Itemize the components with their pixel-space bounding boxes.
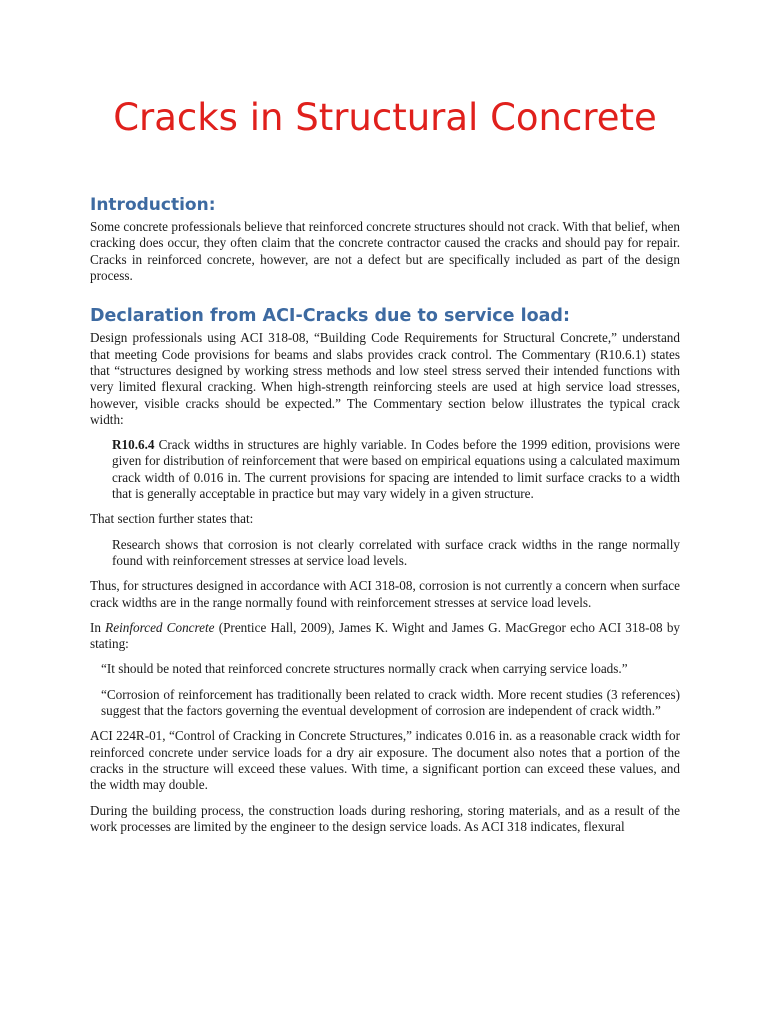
introduction-heading: Introduction:	[90, 195, 216, 216]
commentary-reference: R10.6.4	[112, 437, 155, 453]
declaration-paragraph-3: Thus, for structures designed in accordance with ACI 318-08, corrosion is not currently a concern when surface crack widths are in the range normally found with reinforcement stresses at service load levels.	[90, 578, 680, 610]
introduction-paragraph: Some concrete professionals believe that reinforced concrete structures should not crack. With that belief, when cracking does occur, they often claim that the concrete contractor caused the cracks and should pay for repair. Cracks in reinforced concrete, however, are not a defect but are specifically included as part of the design process.	[90, 219, 680, 284]
commentary-quote	[112, 437, 680, 502]
commentary-text: Crack widths in structures are highly variable. In Codes before the 1999 edition, provisions were given for distribution of reinforcement that were based on empirical equations using a calculated maximum crack width of 0.016 in. The current provisions for spacing are intended to limit surface cracks to a width that is generally acceptable in practice but may vary widely in a given structure.	[112, 437, 680, 502]
declaration-heading: Declaration from ACI-Cracks due to service load:	[90, 306, 570, 327]
wight-quote-1: “It should be noted that reinforced concrete structures normally crack when carrying service loads.”	[101, 661, 628, 677]
declaration-paragraph-6: During the building process, the construction loads during reshoring, storing materials, and as a result of the work processes are limited by the engineer to the design service loads. As ACI 318 indicates, flexural	[90, 802, 680, 834]
paragraph-4-prefix: In	[90, 619, 106, 635]
declaration-paragraph-5: ACI 224R-01, “Control of Cracking in Concrete Structures,” indicates 0.016 in. as a reasonable crack width for reinforced concrete under service loads for a dry air exposure. The document also notes that a portion of the cracks in the structure will exceed these values. With time, a significant portion can exceed these values, and the width may double.	[90, 728, 680, 793]
declaration-paragraph-4	[90, 620, 680, 653]
paragraph-4-suffix: (Prentice Hall, 2009), James K. Wight and James G. MacGregor echo ACI 318-08 by stating:	[90, 619, 681, 652]
declaration-paragraph-1: Design professionals using ACI 318-08, “Building Code Requirements for Structural Concrete,” understand that meeting Code provisions for beams and slabs provides crack control. The Commentary (R10.6.1) states that “structures designed by working stress methods and low steel stress served their intended functions with very limited flexural cracking. When high-strength reinforcing steels are used at high service load stresses, however, visible cracks should be expected.” The Commentary section below illustrates the typical crack width:	[90, 330, 680, 427]
declaration-paragraph-2: That section further states that:	[90, 511, 254, 527]
book-title: Reinforced Concrete	[105, 619, 215, 635]
document-title: Cracks in Structural Concrete	[113, 96, 657, 139]
research-quote: Research shows that corrosion is not clearly correlated with surface crack widths in the range normally found with reinforcement stresses at service load levels.	[112, 536, 680, 568]
wight-quote-2: “Corrosion of reinforcement has traditionally been related to crack width. More recent studies (3 references) suggest that the factors governing the eventual development of corrosion are independent of crack width.”	[101, 686, 680, 719]
